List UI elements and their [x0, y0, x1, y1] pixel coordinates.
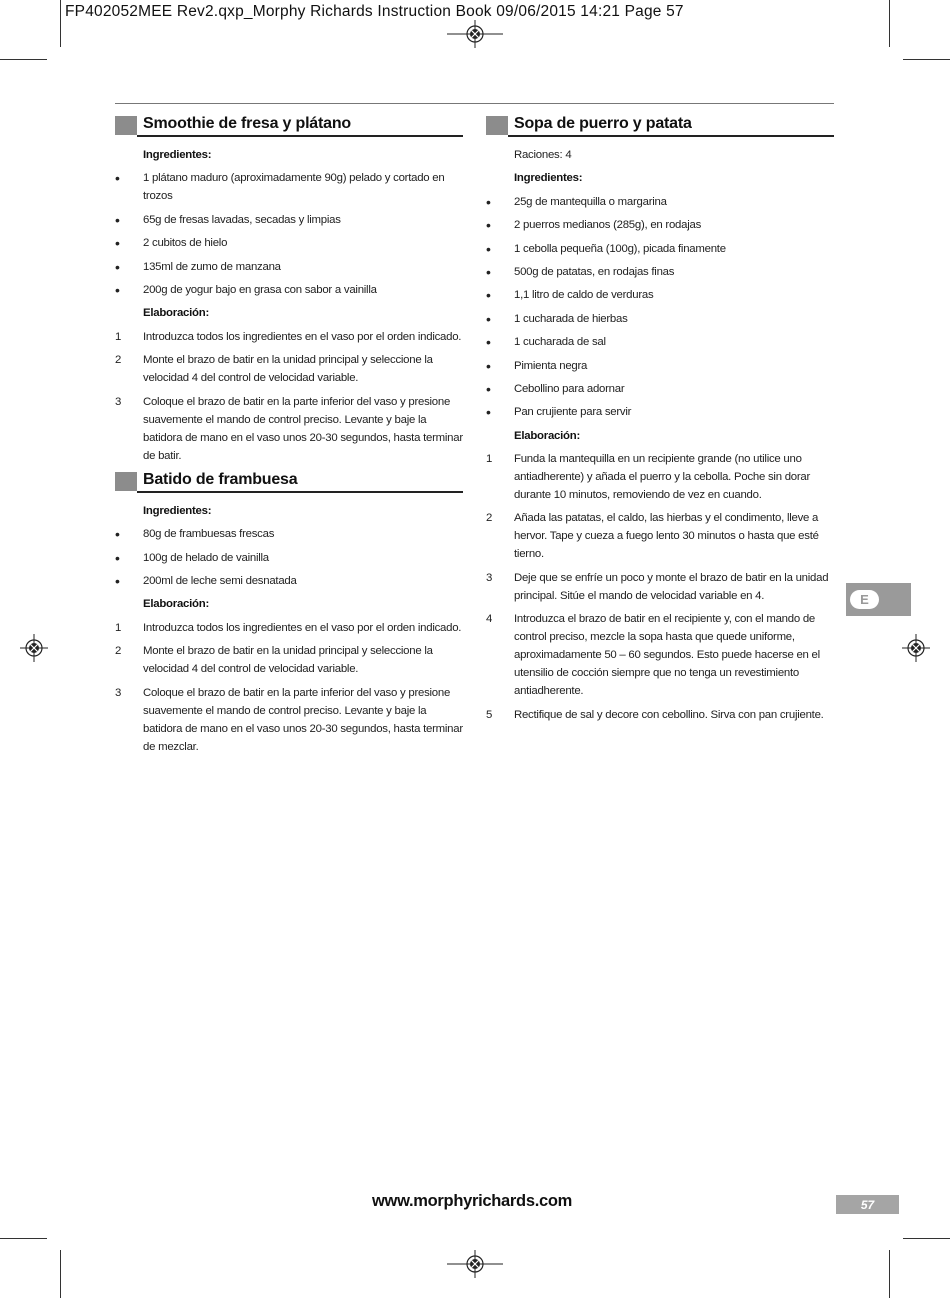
registration-mark-top-icon — [447, 20, 503, 48]
bullet-icon: • — [486, 193, 491, 210]
registration-mark-left-icon — [20, 634, 48, 662]
ingredient-item: • 1 cebolla pequeña (100g), picada finamente — [486, 240, 726, 257]
ingredient-item: • 2 cubitos de hielo — [115, 235, 228, 252]
method-step: 1 Introduzca todos los ingredientes en el vaso por el orden indicado. — [115, 619, 463, 637]
section-underline — [137, 135, 463, 137]
servings: Raciones: 4 — [514, 149, 572, 161]
bullet-icon: • — [486, 310, 491, 327]
ingredient-item: • 1 plátano maduro (aproximadamente 90g) pelado y cortado en trozos — [115, 170, 445, 203]
step-number: 3 — [115, 395, 122, 408]
method-step: 2 Monte el brazo de batir en la unidad principal y seleccione la velocidad 4 del control de velocidad variable. — [115, 351, 463, 387]
bullet-icon: • — [115, 235, 120, 252]
method-label: Elaboración: — [143, 307, 209, 320]
page-number: 57 — [836, 1195, 899, 1214]
ingredient-item: • 500g de patatas, en rodajas finas — [486, 263, 675, 280]
bullet-icon: • — [486, 263, 491, 280]
ingredient-item: • 1,1 litro de caldo de verduras — [486, 287, 654, 304]
bullet-icon: • — [486, 217, 491, 234]
ingredient-item: • 200g de yogur bajo en grasa con sabor a vainilla — [115, 281, 377, 298]
registration-mark-bottom-icon — [447, 1250, 503, 1278]
step-number: 4 — [486, 613, 493, 626]
print-slug: FP402052MEE Rev2.qxp_Morphy Richards Instruction Book 09/06/2015 14:21 Page 57 — [65, 3, 684, 20]
bullet-icon: • — [486, 404, 491, 421]
step-number: 3 — [486, 571, 493, 584]
method-step: 2 Monte el brazo de batir en la unidad principal y seleccione la velocidad 4 del control de velocidad variable. — [115, 642, 463, 678]
method-step: 3 Deje que se enfríe un poco y monte el brazo de batir en la unidad principal. Sitúe el mando de velocidad variable en 4. — [486, 569, 834, 605]
section-marker — [486, 116, 508, 135]
ingredient-item: • 65g de fresas lavadas, secadas y limpias — [115, 211, 341, 228]
section-marker — [115, 116, 137, 135]
top-divider — [115, 103, 834, 104]
section-title: Smoothie de fresa y plátano — [143, 115, 351, 132]
bullet-icon: • — [115, 258, 120, 275]
bullet-icon: • — [115, 211, 120, 228]
section-underline — [508, 135, 834, 137]
crop-mark — [889, 0, 890, 47]
method-step: 3 Coloque el brazo de batir en la parte inferior del vaso y presione suavemente el mando de control preciso. Levante y baje la batidora de mano en el vaso unos 20-30 segundos, hasta terminar de batir. — [115, 393, 463, 465]
bullet-icon: • — [115, 573, 120, 590]
bullet-icon: • — [486, 240, 491, 257]
bullet-icon: • — [486, 287, 491, 304]
ingredient-item: • 100g de helado de vainilla — [115, 549, 269, 566]
language-tab — [846, 583, 911, 616]
step-number: 1 — [486, 453, 493, 466]
section-header-batido — [115, 470, 463, 493]
method-label: Elaboración: — [143, 598, 209, 611]
right-column — [486, 114, 834, 729]
crop-mark — [0, 59, 47, 60]
ingredient-item: • 80g de frambuesas frescas — [115, 526, 275, 543]
step-number: 3 — [115, 686, 122, 699]
ingredients-label: Ingredientes: — [514, 172, 583, 185]
section-title: Batido de frambuesa — [143, 470, 298, 488]
section-title: Sopa de puerro y patata — [514, 115, 692, 132]
ingredient-item: • 1 cucharada de hierbas — [486, 310, 628, 327]
bullet-icon: • — [115, 549, 120, 566]
step-number: 2 — [486, 512, 493, 525]
crop-mark — [903, 1238, 950, 1239]
language-tab-label: E — [850, 590, 879, 609]
ingredient-item: • 25g de mantequilla o margarina — [486, 193, 667, 210]
ingredient-item: • Cebollino para adornar — [486, 380, 625, 397]
bullet-icon: • — [486, 380, 491, 397]
section-underline — [137, 491, 463, 493]
step-number: 1 — [115, 621, 122, 634]
section-header-sopa — [486, 114, 834, 137]
section-marker — [115, 472, 137, 491]
ingredient-item: • 2 puerros medianos (285g), en rodajas — [486, 217, 702, 234]
registration-mark-right-icon — [902, 634, 930, 662]
step-number: 2 — [115, 354, 122, 367]
ingredients-label: Ingredientes: — [143, 504, 212, 517]
method-step: 1 Funda la mantequilla en un recipiente grande (no utilice uno antiadherente) y añada el puerro y la cebolla. Poche sin dorar durante 10 minutos, removiendo de vez en cuando. — [486, 450, 834, 504]
method-step: 5 Rectifique de sal y decore con cebollino. Sirva con pan crujiente. — [486, 706, 834, 724]
step-number: 2 — [115, 645, 122, 658]
ingredient-item: • Pimienta negra — [486, 357, 588, 374]
footer-url: www.morphyrichards.com — [372, 1192, 573, 1210]
step-number: 1 — [115, 330, 122, 343]
ingredient-item: • Pan crujiente para servir — [486, 404, 632, 421]
left-column — [115, 114, 463, 761]
method-label: Elaboración: — [514, 429, 580, 442]
ingredient-item: • 1 cucharada de sal — [486, 334, 606, 351]
bullet-icon: • — [115, 526, 120, 543]
bullet-icon: • — [486, 334, 491, 351]
method-step: 3 Coloque el brazo de batir en la parte inferior del vaso y presione suavemente el mando de control preciso. Levante y baje la batidora de mano en el vaso unos 20-30 segundos, hasta terminar de mezclar. — [115, 684, 463, 756]
method-step: 2 Añada las patatas, el caldo, las hierbas y el condimento, lleve a hervor. Tape y cueza a fuego lento 30 minutos o hasta que esté tierno. — [486, 509, 834, 563]
section-header-smoothie — [115, 114, 463, 137]
crop-mark — [889, 1250, 890, 1298]
ingredient-item: • 200ml de leche semi desnatada — [115, 573, 297, 590]
method-step: 1 Introduzca todos los ingredientes en el vaso por el orden indicado. — [115, 328, 463, 346]
crop-mark — [60, 0, 61, 47]
crop-mark — [60, 1250, 61, 1298]
ingredient-item: • 135ml de zumo de manzana — [115, 258, 281, 275]
bullet-icon: • — [115, 170, 120, 187]
crop-mark — [903, 59, 950, 60]
method-step: 4 Introduzca el brazo de batir en el recipiente y, con el mando de control preciso, mezcle la sopa hasta que quede uniforme, aproximadamente 50 – 60 segundos. Esto puede hacerse en el utensilio de cocción siempre que no tenga un revestimiento antiadherente. — [486, 610, 834, 700]
bullet-icon: • — [115, 281, 120, 298]
step-number: 5 — [486, 708, 493, 721]
bullet-icon: • — [486, 357, 491, 374]
crop-mark — [0, 1238, 47, 1239]
ingredients-label: Ingredientes: — [143, 149, 212, 161]
